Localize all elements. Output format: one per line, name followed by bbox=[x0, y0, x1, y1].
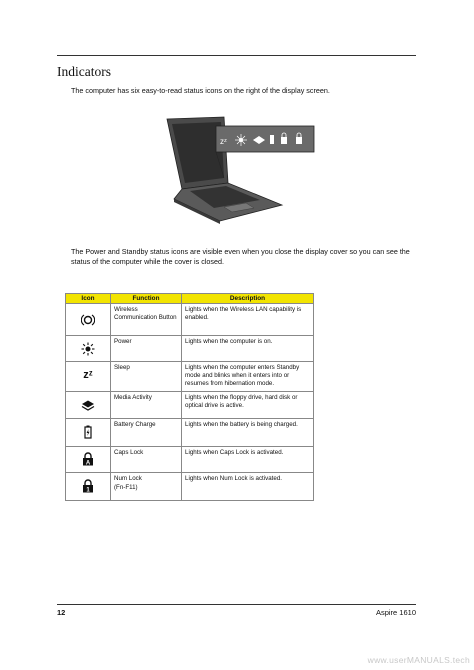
function-cell: Sleep bbox=[111, 362, 182, 392]
table-row bbox=[66, 446, 314, 472]
description-cell: Lights when the battery is being charged. bbox=[182, 418, 314, 446]
indicator-table bbox=[65, 293, 314, 501]
description-cell: Lights when the computer enters Standby mode and blinks when it enters into or resumes from hibernation mode. bbox=[182, 362, 314, 392]
function-cell: Wireless Communication Button bbox=[111, 304, 182, 336]
table-row bbox=[66, 304, 314, 336]
num-lock-icon bbox=[81, 479, 95, 493]
sleep-icon: zᶻ bbox=[83, 369, 93, 382]
function-cell: Caps Lock bbox=[111, 446, 182, 472]
laptop-illustration bbox=[164, 115, 316, 225]
description-cell: Lights when the Wireless LAN capability is enabled. bbox=[182, 304, 314, 336]
num-lock-digit: 1 bbox=[86, 487, 90, 494]
table-header-row bbox=[66, 294, 314, 304]
table-row bbox=[66, 472, 314, 500]
page-title: Indicators bbox=[57, 64, 111, 79]
watermark: www.userMANUALS.tech bbox=[367, 655, 470, 665]
model-name: Aspire 1610 bbox=[375, 608, 416, 617]
battery-icon bbox=[81, 425, 95, 439]
body-paragraph: The Power and Standby status icons are visible even when you close the display cover so you can see the status of the computer while the cover is closed. bbox=[71, 247, 410, 266]
wireless-icon bbox=[81, 313, 95, 327]
header-icon: Icon bbox=[66, 294, 111, 304]
description-cell: Lights when Caps Lock is activated. bbox=[182, 446, 314, 472]
function-cell: Media Activity bbox=[111, 391, 182, 418]
header-rule bbox=[57, 55, 416, 56]
caps-lock-icon bbox=[81, 452, 95, 466]
intro-text: The computer has six easy-to-read status icons on the right of the display screen. bbox=[71, 86, 330, 95]
page-number: 12 bbox=[57, 608, 66, 617]
header-function: Function bbox=[111, 294, 182, 304]
media-activity-icon bbox=[81, 398, 95, 412]
power-icon bbox=[81, 342, 95, 356]
table-row bbox=[66, 418, 314, 446]
header-description: Description bbox=[182, 294, 314, 304]
function-cell: Power bbox=[111, 336, 182, 362]
description-cell: Lights when the computer is on. bbox=[182, 336, 314, 362]
function-cell: Battery Charge bbox=[111, 418, 182, 446]
panel-sleep-glyph: zᶻ bbox=[220, 137, 227, 146]
table-row bbox=[66, 391, 314, 418]
description-cell: Lights when Num Lock is activated. bbox=[182, 472, 314, 500]
footer-rule bbox=[57, 604, 416, 605]
description-cell: Lights when the floppy drive, hard disk or optical drive is active. bbox=[182, 391, 314, 418]
table-row bbox=[66, 336, 314, 362]
table-row bbox=[66, 362, 314, 392]
function-cell: Num Lock bbox=[114, 474, 142, 482]
caps-lock-letter: A bbox=[85, 460, 91, 467]
function-subtext: (Fn-F11) bbox=[114, 483, 138, 491]
